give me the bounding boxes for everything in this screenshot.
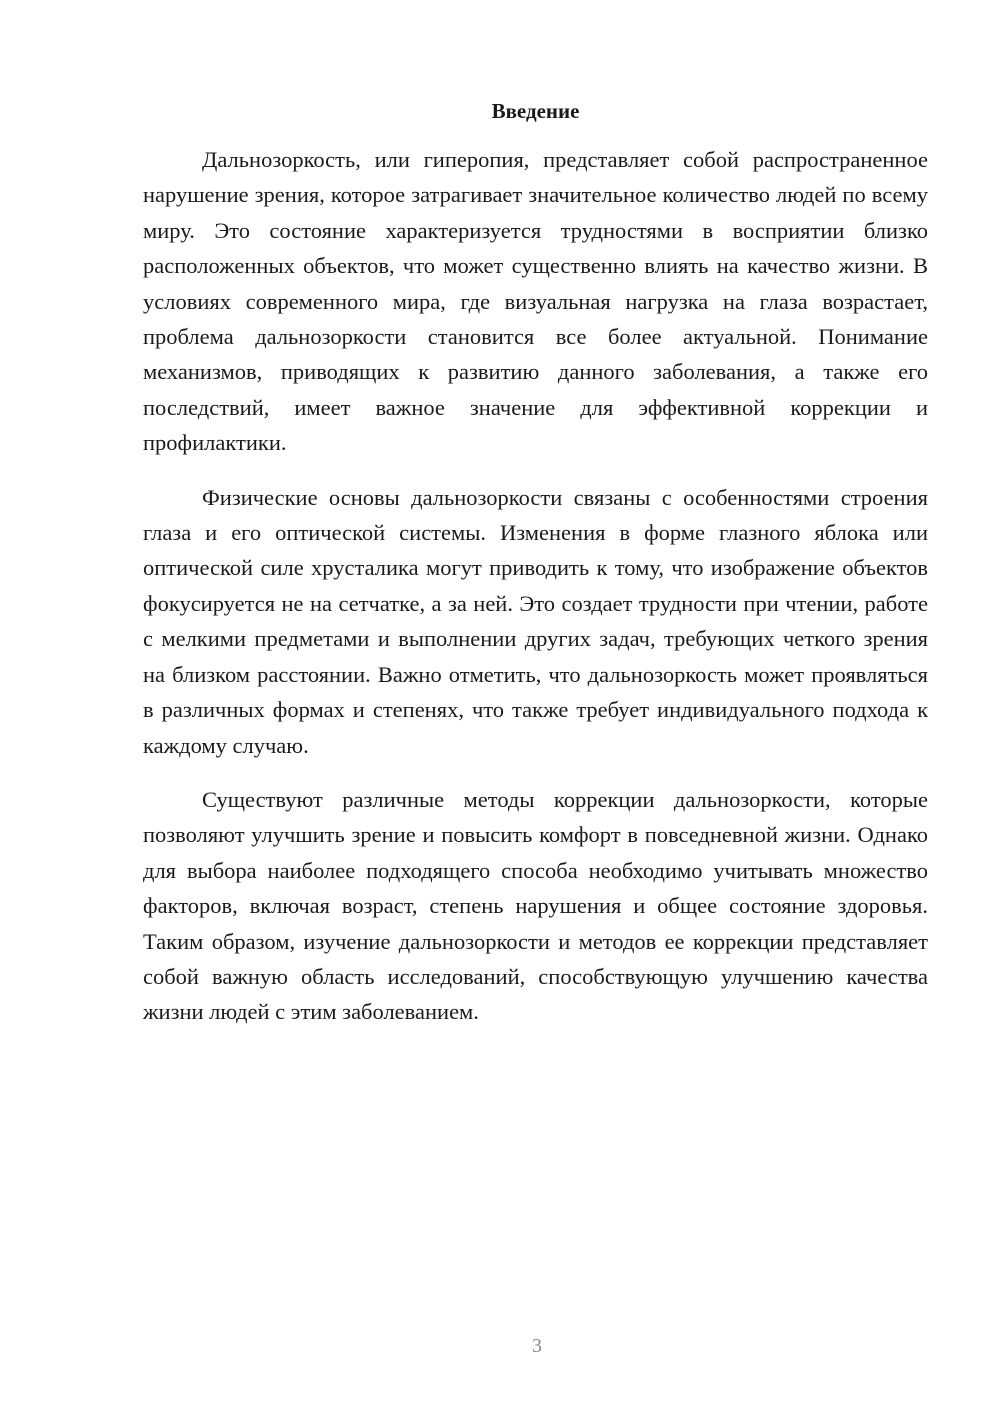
paragraph-2: Физические основы дальнозоркости связаны с особенностями строения глаза и его оптической системы. Изменения в форме глазного яблока или оптической силе хрусталика могут приводить к тому, что изображение объектов фокусируется не на сетчатке, а за ней. Это создает трудности при чтении, работе с мелкими предметами и выполнении других задач, требующих четкого зрения на близком расстоянии. Важно отметить, что дальнозоркость может проявляться в различных формах и степенях, что также требует индивидуального подхода к каждому случаю. — [143, 484, 928, 758]
paragraph-1: Дальнозоркость, или гиперопия, представляет собой распространенное нарушение зрения, которое затрагивает значительное количество людей по всему миру. Это состояние характеризуется трудностями в восприятии близко расположенных объектов, что может существенно влиять на качество жизни. В условиях современного мира, где визуальная нагрузка на глаза возрастает, проблема дальнозоркости становится все более актуальной. Понимание механизмов, приводящих к развитию данного заболевания, а также его последствий, имеет важное значение для эффективной коррекции и профилактики. — [143, 147, 928, 456]
paragraph-3: Существуют различные методы коррекции дальнозоркости, которые позволяют улучшить зрение и повысить комфорт в повседневной жизни. Однако для выбора наиболее подходящего способа необходимо учитывать множество факторов, включая возраст, степень нарушения и общее состояние здоровья. Таким образом, изучение дальнозоркости и методов ее коррекции представляет собой важную область исследований, способствующую улучшению качества жизни людей с этим заболеванием. — [143, 786, 928, 1025]
page-number: 3 — [532, 1335, 542, 1357]
section-title: Введение — [491, 99, 580, 123]
body-text — [143, 142, 928, 1049]
